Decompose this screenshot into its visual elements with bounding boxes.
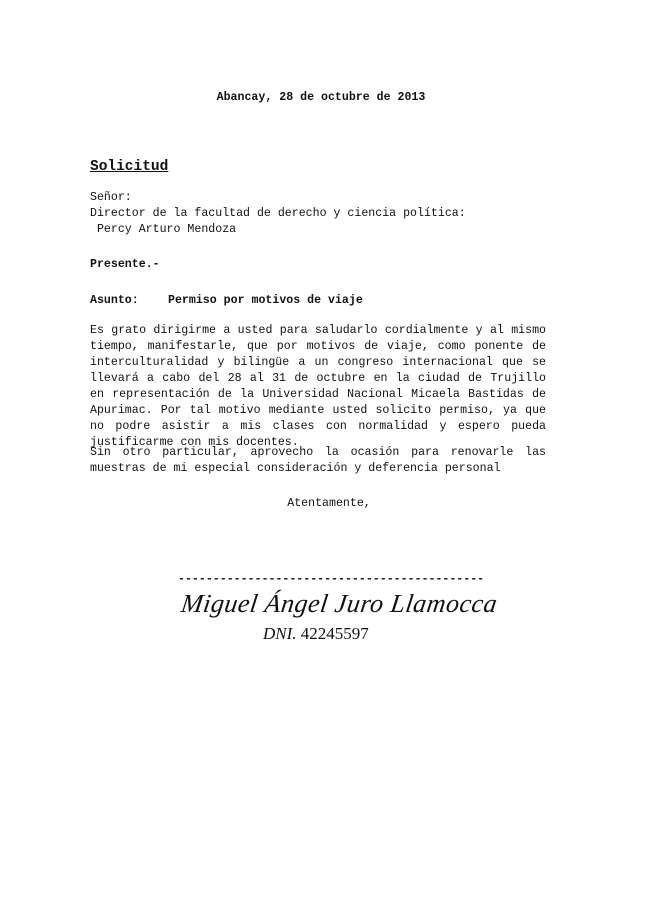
signature-line: -------------------------------------------- xyxy=(178,573,485,586)
closing-paragraph: Sin otro particular, aprovecho la ocasión para renovarle las muestras de mi especial consideración y deferencia personal xyxy=(90,446,546,475)
signatory-dni xyxy=(263,623,369,645)
signatory-name: Miguel Ángel Juro Llamocca xyxy=(179,589,500,618)
subject-text: Permiso por motivos de viaje xyxy=(168,294,363,307)
addressee-salutation: Señor: xyxy=(90,191,132,204)
body-paragraph: Es grato dirigirme a usted para saludarlo cordialmente y al mismo tiempo, manifestarle, que por motivos de viaje, como ponente de interculturalidad y bilingüe a un congreso internacional que se llevará a cabo del 28 al 31 de octubre en la ciudad de Trujillo en representación de la Universidad Nacional Micaela Bastidas de Apurimac. Por tal motivo mediante usted solicito permiso, ya que no podre asistir a mis clases con normalidad y espero pueda justificarme con mis docentes. xyxy=(90,324,546,449)
presente-line: Presente.- xyxy=(90,258,160,271)
addressee-block xyxy=(90,190,560,238)
subject-label: Asunto: xyxy=(90,294,139,307)
letter-title: Solicitud xyxy=(90,159,169,175)
addressee-name: Percy Arturo Mendoza xyxy=(90,223,237,236)
addressee-position: Director de la facultad de derecho y ciencia política: xyxy=(90,207,466,220)
closing-salutation: Atentamente, xyxy=(287,497,371,510)
date-line: Abancay, 28 de octubre de 2013 xyxy=(216,91,426,104)
dni-label: DNI. xyxy=(263,624,297,643)
subject-line xyxy=(90,293,363,309)
dni-number: 42245597 xyxy=(300,624,369,643)
